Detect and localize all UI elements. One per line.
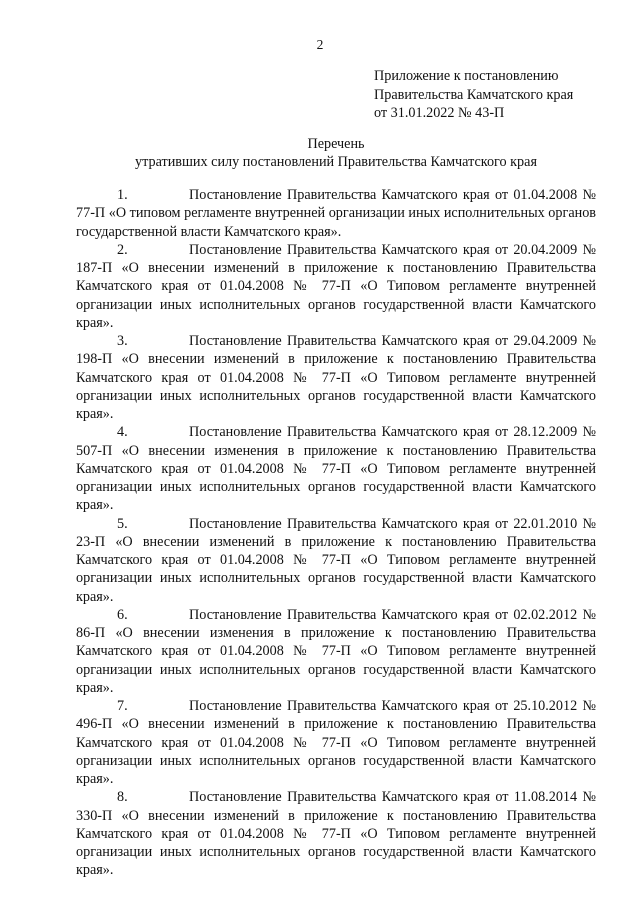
list-item: [76, 423, 596, 514]
list-item: [76, 606, 596, 697]
list-item-text: Постановление Правительства Камчатского края от 25.10.2012 № 496-П «О внесении изменений в приложение к постановлению Правительства Камчатского края от 01.04.2008 № 77-П «О Типовом регламенте внутренней организации иных исполнительных органов государственной власти Камчатского края».: [76, 698, 596, 787]
list-item: [76, 186, 596, 241]
list-item-text: Постановление Правительства Камчатского края от 01.04.2008 № 77-П «О типовом регламенте внутренней организации иных исполнительных органов государственной власти Камчатского края».: [76, 187, 596, 240]
list-item: [76, 515, 596, 606]
appendix-line-1: Приложение к постановлению: [374, 68, 559, 84]
list-item-number: 8.: [117, 789, 128, 806]
list-item-text: Постановление Правительства Камчатского края от 20.04.2009 № 187-П «О внесении изменений в приложение к постановлению Правительства Камчатского края от 01.04.2008 № 77-П «О Типовом регламенте внутренней организации иных исполнительных органов государственной власти Камчатского края».: [76, 241, 596, 331]
list-item-number: 4.: [117, 424, 128, 441]
resolution-list: [76, 186, 596, 880]
appendix-header: [374, 67, 614, 123]
document-title: [76, 136, 596, 171]
page-number: 2: [316, 37, 324, 52]
list-item-number: 5.: [117, 515, 128, 532]
list-item-number: 3.: [117, 333, 128, 349]
list-item: [76, 788, 596, 879]
title-line-1: Перечень: [307, 136, 365, 152]
list-item-number: 1.: [117, 187, 128, 203]
list-item-number: 7.: [117, 698, 128, 714]
appendix-line-2: Правительства Камчатского края: [374, 86, 574, 103]
list-item-text: Постановление Правительства Камчатского края от 28.12.2009 № 507-П «О внесении изменения в приложение к постановлению Правительства Камчатского края от 01.04.2008 № 77-П «О Типовом регламенте внутренней организации иных исполнительных органов государственной власти Камчатского края».: [76, 424, 596, 514]
list-item-number: 6.: [117, 606, 128, 623]
list-item: [76, 697, 596, 788]
list-item: [76, 241, 596, 332]
list-item-text: Постановление Правительства Камчатского края от 29.04.2009 № 198-П «О внесении изменений в приложение к постановлению Правительства Камчатского края от 01.04.2008 № 77-П «О Типовом регламенте внутренней организации иных исполнительных органов государственной власти Камчатского края».: [76, 333, 596, 422]
list-item-number: 2.: [117, 241, 128, 258]
list-item-text: Постановление Правительства Камчатского края от 11.08.2014 № 330-П «О внесении изменений в приложение к постановлению Правительства Камчатского края от 01.04.2008 № 77-П «О Типовом регламенте внутренней организации иных исполнительных органов государственной власти Камчатского края».: [76, 789, 596, 879]
title-line-2: утративших силу постановлений Правительства Камчатского края: [135, 153, 537, 170]
appendix-line-3: от 31.01.2022 № 43-П: [374, 105, 505, 121]
list-item-text: Постановление Правительства Камчатского края от 02.02.2012 № 86-П «О внесении изменения в приложение к постановлению Правительства Камчатского края от 01.04.2008 № 77-П «О Типовом регламенте внутренней организации иных исполнительных органов государственной власти Камчатского края».: [76, 606, 596, 696]
list-item: [76, 332, 596, 423]
list-item-text: Постановление Правительства Камчатского края от 22.01.2010 № 23-П «О внесении изменений в приложение к постановлению Правительства Камчатского края от 01.04.2008 № 77-П «О Типовом регламенте внутренней организации иных исполнительных органов государственной власти Камчатского края».: [76, 515, 596, 605]
